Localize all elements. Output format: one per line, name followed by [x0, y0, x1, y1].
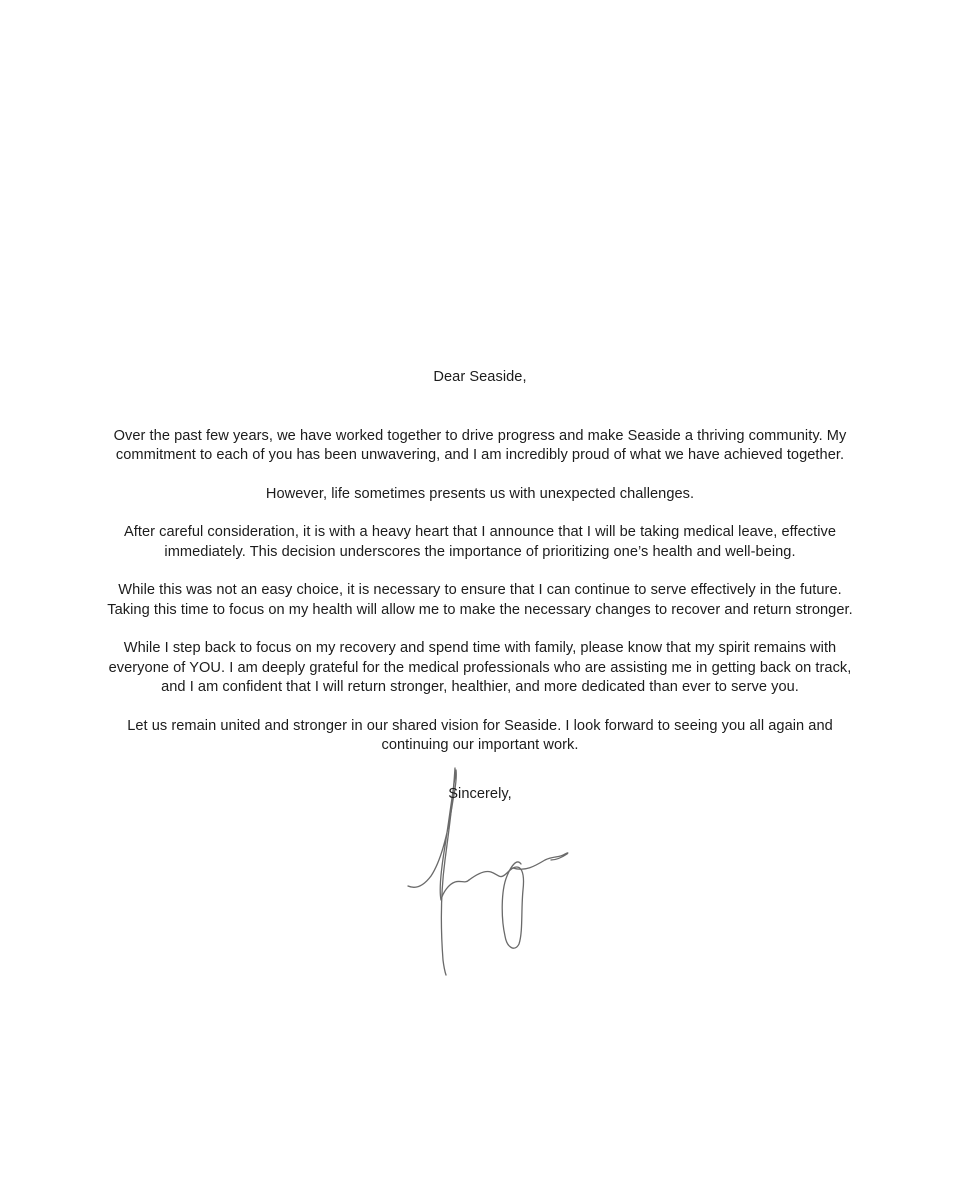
letter-body: [100, 368, 860, 804]
signature-stroke-tail: [513, 853, 568, 869]
letter-paragraph: However, life sometimes presents us with unexpected challenges.: [265, 485, 695, 502]
letter-greeting: Dear Seaside,: [433, 369, 527, 385]
letter-paragraph: Let us remain united and stronger in our shared vision for Seaside. I look forward to seeing you all again and continuing our important work.: [127, 717, 833, 753]
letter-paragraph: While this was not an easy choice, it is necessary to ensure that I can continue to serve effectively in the future. Taking this time to focus on my health will allow me to make the necessary changes to recover and return stronger.: [107, 582, 853, 618]
letter-paragraph: Over the past few years, we have worked together to drive progress and make Seaside a thriving community. My commitment to each of you has been unwavering, and I am incredibly proud of what we have achieved together.: [113, 427, 847, 463]
letter-paragraph: While I step back to focus on my recovery and spend time with family, please know that my spirit remains with everyone of YOU. I am deeply grateful for the medical professionals who are assisting me in getting back on track, and I am confident that I will return stronger, healthier, and more dedicated than ever to serve you.: [108, 640, 852, 695]
letter-paragraph: After careful consideration, it is with a heavy heart that I announce that I will be taking medical leave, effective immediately. This decision underscores the importance of prioritizing one’s health and well-being.: [123, 524, 837, 560]
letter-closing: Sincerely,: [448, 785, 512, 802]
